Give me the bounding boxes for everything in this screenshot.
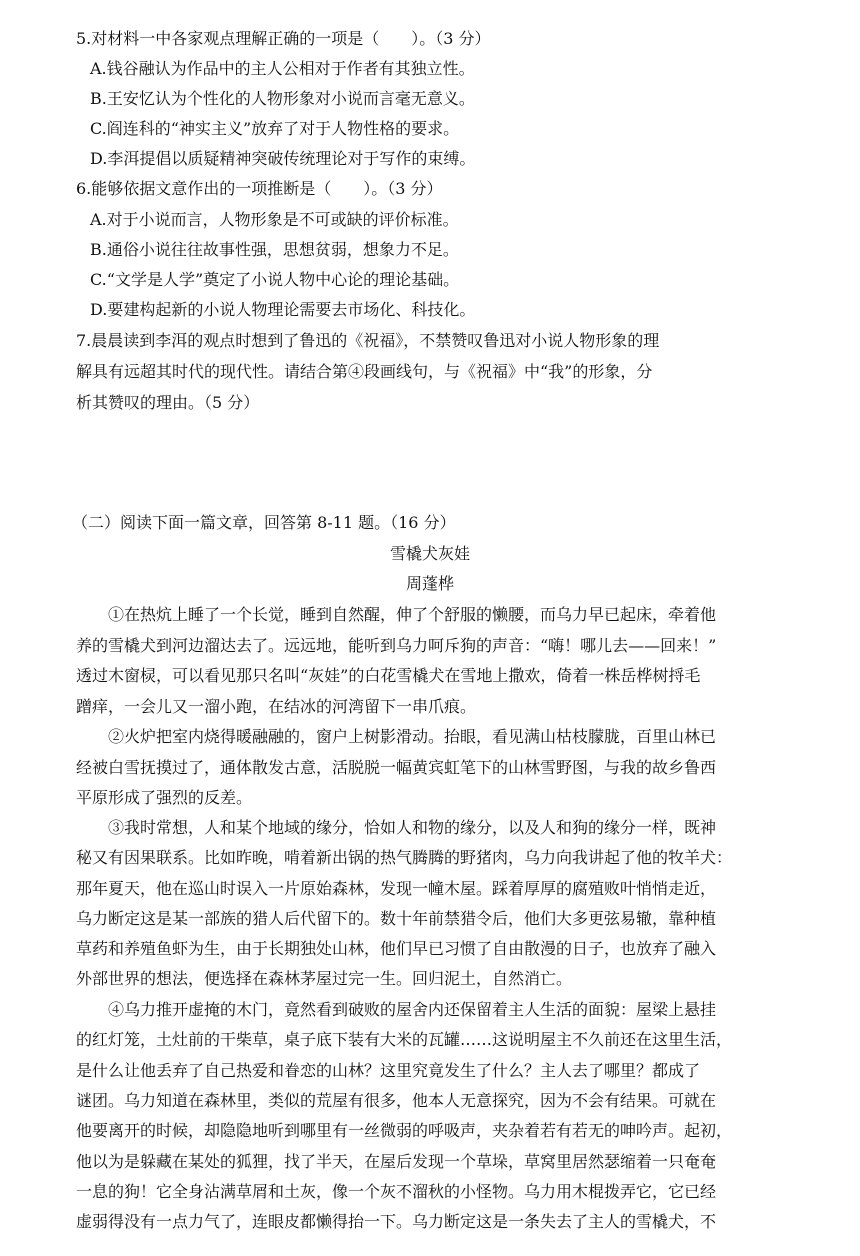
paragraph-line: ③我时常想，人和某个地域的缘分，恰如人和物的缘分，以及人和狗的缘分一样，既神 (76, 818, 717, 837)
paragraph-line: 平原形成了强烈的反差。 (76, 788, 253, 807)
q6-option-a: A.对于小说而言，人物形象是不可或缺的评价标准。 (90, 210, 459, 229)
paragraph-line: 透过木窗棂，可以看见那只名叫“灰娃”的白花雪橇犬在雪地上撒欢，倚着一株岳桦树捋毛 (76, 666, 701, 685)
paragraph-line: 的红灯笼，土灶前的干柴草，桌子底下装有大米的瓦罐……这说明屋主不久前还在这里生活， (76, 1030, 733, 1049)
paragraph-line: 蹭痒，一会儿又一溜小跑，在结冰的河湾留下一串爪痕。 (76, 697, 477, 716)
q7-line: 析其赞叹的理由。（5 分） (76, 393, 260, 412)
q5-option-c: C.阎连科的“神实主义”放弃了对于人物性格的要求。 (90, 119, 460, 138)
q5-option-b: B.王安忆认为个性化的人物形象对小说而言毫无意义。 (90, 89, 475, 108)
paragraph-line: 草药和养殖鱼虾为生，由于长期独处山林，他们早已习惯了自由散漫的日子，也放弃了融入 (76, 939, 717, 958)
q5-stem: 5.对材料一中各家观点理解正确的一项是（ ）。（3 分） (76, 29, 491, 48)
paragraph-line: 他以为是躲藏在某处的狐狸，找了半天，在屋后发现一个草垛，草窝里居然瑟缩着一只奄奄 (76, 1152, 717, 1171)
paragraph-line: ②火炉把室内烧得暖融融的，窗户上树影滑动。抬眼，看见满山枯枝朦胧，百里山林已 (76, 727, 717, 746)
q7-line: 解具有远超其时代的现代性。请结合第④段画线句，与《祝福》中“我”的形象，分 (76, 362, 653, 381)
q6-option-d: D.要建构起新的小说人物理论需要去市场化、科技化。 (90, 300, 476, 319)
paragraph-line: 是什么让他丢弃了自己热爱和眷恋的山林？这里究竟发生了什么？主人去了哪里？都成了 (76, 1061, 701, 1080)
paragraph-line: 养的雪橇犬到河边溜达去了。远远地，能听到乌力呵斥狗的声音：“嗨！哪儿去——回来！” (76, 636, 717, 655)
paragraph-line: 虚弱得没有一点力气了，连眼皮都懒得抬一下。乌力断定这是一条失去了主人的雪橇犬，不 (76, 1212, 717, 1231)
q6-option-c: C.“文学是人学”奠定了小说人物中心论的理论基础。 (90, 270, 460, 289)
q5-option-a: A.钱谷融认为作品中的主人公相对于作者有其独立性。 (90, 59, 475, 78)
q6-stem: 6.能够依据文意作出的一项推断是（ ）。（3 分） (76, 179, 443, 198)
paragraph-line: ①在热炕上睡了一个长觉，睡到自然醒，伸了个舒服的懒腰，而乌力早已起床，牵着他 (76, 605, 717, 624)
paragraph-line: ④乌力推开虚掩的木门，竟然看到破败的屋舍内还保留着主人生活的面貌：屋梁上悬挂 (76, 1000, 717, 1019)
paragraph-line: 他要离开的时候，却隐隐地听到哪里有一丝微弱的呼吸声，夹杂着若有若无的呻吟声。起初， (76, 1121, 733, 1140)
paragraph-line: 乌力断定这是某一部族的猎人后代留下的。数十年前禁猎令后，他们大多更弦易辙，靠种植 (76, 909, 717, 928)
article-title: 雪橇犬灰娃 (389, 544, 470, 563)
paragraph-line: 外部世界的想法，便选择在森林茅屋过完一生。回归泥土，自然消亡。 (76, 969, 573, 988)
paragraph-line: 谜团。乌力知道在森林里，类似的荒屋有很多，他本人无意探究，因为不会有结果。可就在 (76, 1091, 717, 1110)
article-author: 周蓬桦 (405, 574, 454, 593)
paragraph-line: 秘又有因果联系。比如昨晚，啃着新出锅的热气腾腾的野猪肉，乌力向我讲起了他的牧羊犬： (76, 848, 733, 867)
paragraph-line: 那年夏天，他在巡山时误入一片原始森林，发现一幢木屋。踩着厚厚的腐殖败叶悄悄走近， (76, 879, 717, 898)
paragraph-line: 一息的狗！它全身沾满草屑和土灰，像一个灰不溜秋的小怪物。乌力用木棍拨弄它，它已经 (76, 1182, 717, 1201)
q5-option-d: D.李洱提倡以质疑精神突破传统理论对于写作的束缚。 (90, 149, 476, 168)
section-heading: （二）阅读下面一篇文章，回答第 8-11 题。（16 分） (72, 513, 456, 532)
q7-line: 7.晨晨读到李洱的观点时想到了鲁迅的《祝福》，不禁赞叹鲁迅对小说人物形象的理 (76, 331, 660, 350)
q6-option-b: B.通俗小说往往故事性强，思想贫弱，想象力不足。 (90, 240, 459, 259)
paragraph-line: 经被白雪抚摸过了，通体散发古意，活脱脱一幅黄宾虹笔下的山林雪野图，与我的故乡鲁西 (76, 758, 717, 777)
